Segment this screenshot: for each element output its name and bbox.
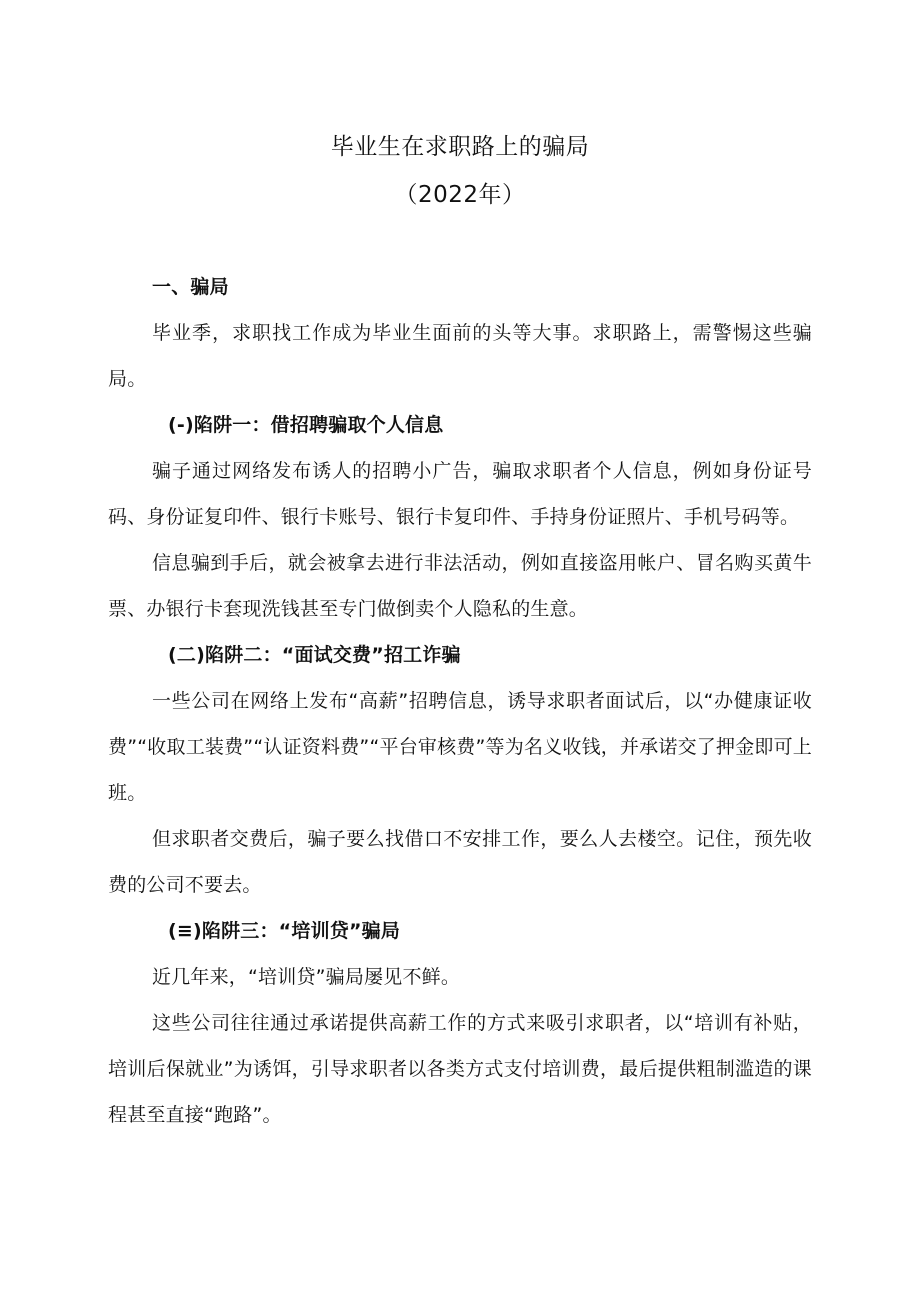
- trap-2-heading: (二)陷阱二：“面试交费”招工诈骗: [168, 644, 461, 666]
- section-heading: 一、骗局: [152, 276, 229, 298]
- trap-2-paragraph-2: 但求职者交费后，骗子要么找借口不安排工作，要么人去楼空。记住，预先收费的公司不要去。: [108, 828, 812, 896]
- document-body: [108, 264, 812, 1138]
- trap-3-heading: (≡)陷阱三：“培训贷”骗局: [168, 920, 401, 942]
- document-title: 毕业生在求职路上的骗局: [330, 134, 590, 160]
- trap-1-heading: (-)陷阱一：借招聘骗取个人信息: [168, 414, 444, 436]
- trap-3-paragraph-2: 这些公司往往通过承诺提供高薪工作的方式来吸引求职者，以“培训有补贴，培训后保就业”为诱饵，引导求职者以各类方式支付培训费，最后提供粗制滥造的课程甚至直接“跑路”。: [108, 1012, 812, 1126]
- trap-2-paragraph-1: 一些公司在网络上发布“高薪”招聘信息，诱导求职者面试后，以“办健康证收费”“收取工装费”“认证资料费”“平台审核费”等为名义收钱，并承诺交了押金即可上班。: [108, 690, 812, 804]
- trap-1-paragraph-1: 骗子通过网络发布诱人的招聘小广告，骗取求职者个人信息，例如身份证号码、身份证复印件、银行卡账号、银行卡复印件、手持身份证照片、手机号码等。: [108, 460, 812, 528]
- document-year: （2022年）: [394, 182, 526, 208]
- trap-1-paragraph-2: 信息骗到手后，就会被拿去进行非法活动，例如直接盗用帐户、冒名购买黄牛票、办银行卡套现洗钱甚至专门做倒卖个人隐私的生意。: [108, 552, 812, 620]
- trap-3-paragraph-1: 近几年来，“培训贷”骗局屡见不鲜。: [152, 966, 461, 988]
- intro-paragraph: 毕业季，求职找工作成为毕业生面前的头等大事。求职路上，需警惕这些骗局。: [108, 322, 812, 390]
